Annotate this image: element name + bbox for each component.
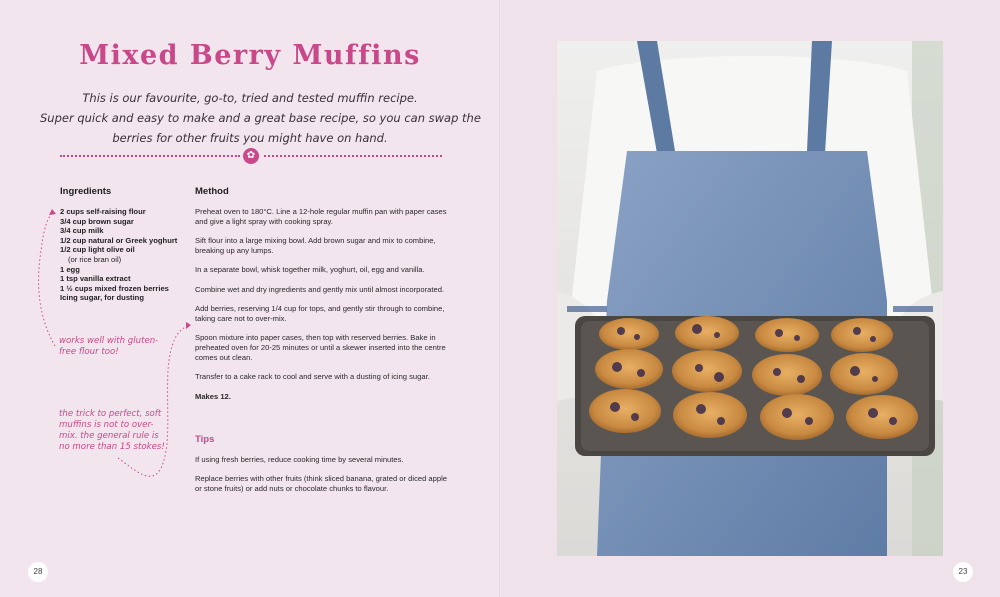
method-step: In a separate bowl, whisk together milk, yoghurt, oil, egg and vanilla.	[195, 265, 425, 275]
method-list	[195, 207, 450, 411]
intro-line: berries for other fruits you might have on hand.	[112, 131, 388, 145]
divider-line-right	[264, 155, 442, 159]
tips-list	[195, 455, 450, 504]
ingredient-item: 1/2 cup natural or Greek yoghurt	[60, 235, 178, 245]
recipe-intro	[40, 88, 481, 148]
ingredient-item: 1 ½ cups mixed frozen berries	[60, 283, 169, 293]
handwritten-note-mixing: the trick to perfect, soft muffins is not to over-mix. the general rule is no more than 15 stokes!	[59, 409, 165, 452]
makes-yield: Makes 12.	[195, 391, 231, 401]
ingredient-item: (or rice bran oil)	[68, 254, 122, 264]
intro-line: Super quick and easy to make and a great base recipe, so you can swap the	[40, 111, 481, 125]
flower-icon: ✿	[243, 148, 259, 164]
method-step: Spoon mixture into paper cases, then top with reserved berries. Bake in preheated oven for 20-25 minutes or until a skewer inserted into the centre comes out clean.	[195, 333, 446, 362]
ingredient-item: 3/4 cup milk	[60, 226, 104, 236]
method-step: Add berries, reserving 1/4 cup for tops, and gently stir through to combine, taking care not to over-mix.	[195, 304, 445, 323]
tip-item: If using fresh berries, reduce cooking time by several minutes.	[195, 455, 404, 464]
muffins-photo	[557, 41, 943, 556]
ingredients-heading: Ingredients	[60, 186, 112, 197]
method-heading: Method	[195, 186, 229, 197]
ingredient-item: Icing sugar, for dusting	[60, 293, 144, 303]
page-number-left: 28	[28, 562, 48, 582]
page-number-right: 23	[953, 562, 973, 582]
ingredients-list	[60, 207, 190, 303]
divider-line-left	[60, 155, 240, 159]
intro-line: This is our favourite, go-to, tried and tested muffin recipe.	[82, 91, 418, 105]
ingredient-item: 1 egg	[60, 264, 80, 274]
recipe-title: Mixed Berry Muffins	[79, 40, 421, 71]
tips-heading: Tips	[195, 434, 215, 445]
ingredient-item: 1 tsp vanilla extract	[60, 274, 131, 284]
tip-item: Replace berries with other fruits (think sliced banana, grated or diced apple or stone fruits) or add nuts or chocolate chunks to flavour.	[195, 474, 447, 494]
ingredient-item: 2 cups self-raising flour	[60, 207, 146, 216]
ingredient-item: 3/4 cup brown sugar	[60, 216, 134, 226]
method-step: Sift flour into a large mixing bowl. Add brown sugar and mix to combine, breaking up any lumps.	[195, 236, 436, 255]
muffin-tray-illustration	[557, 41, 943, 556]
method-step: Combine wet and dry ingredients and gently mix until almost incorporated.	[195, 284, 445, 294]
method-step: Transfer to a cake rack to cool and serve with a dusting of icing sugar.	[195, 372, 430, 382]
handwritten-note-gluten-free: works well with gluten-free flour too!	[59, 336, 159, 357]
method-step: Preheat oven to 180°C. Line a 12-hole regular muffin pan with paper cases and give a light spray with cooking spray.	[195, 207, 447, 226]
ingredient-item: 1/2 cup light olive oil	[60, 245, 135, 255]
